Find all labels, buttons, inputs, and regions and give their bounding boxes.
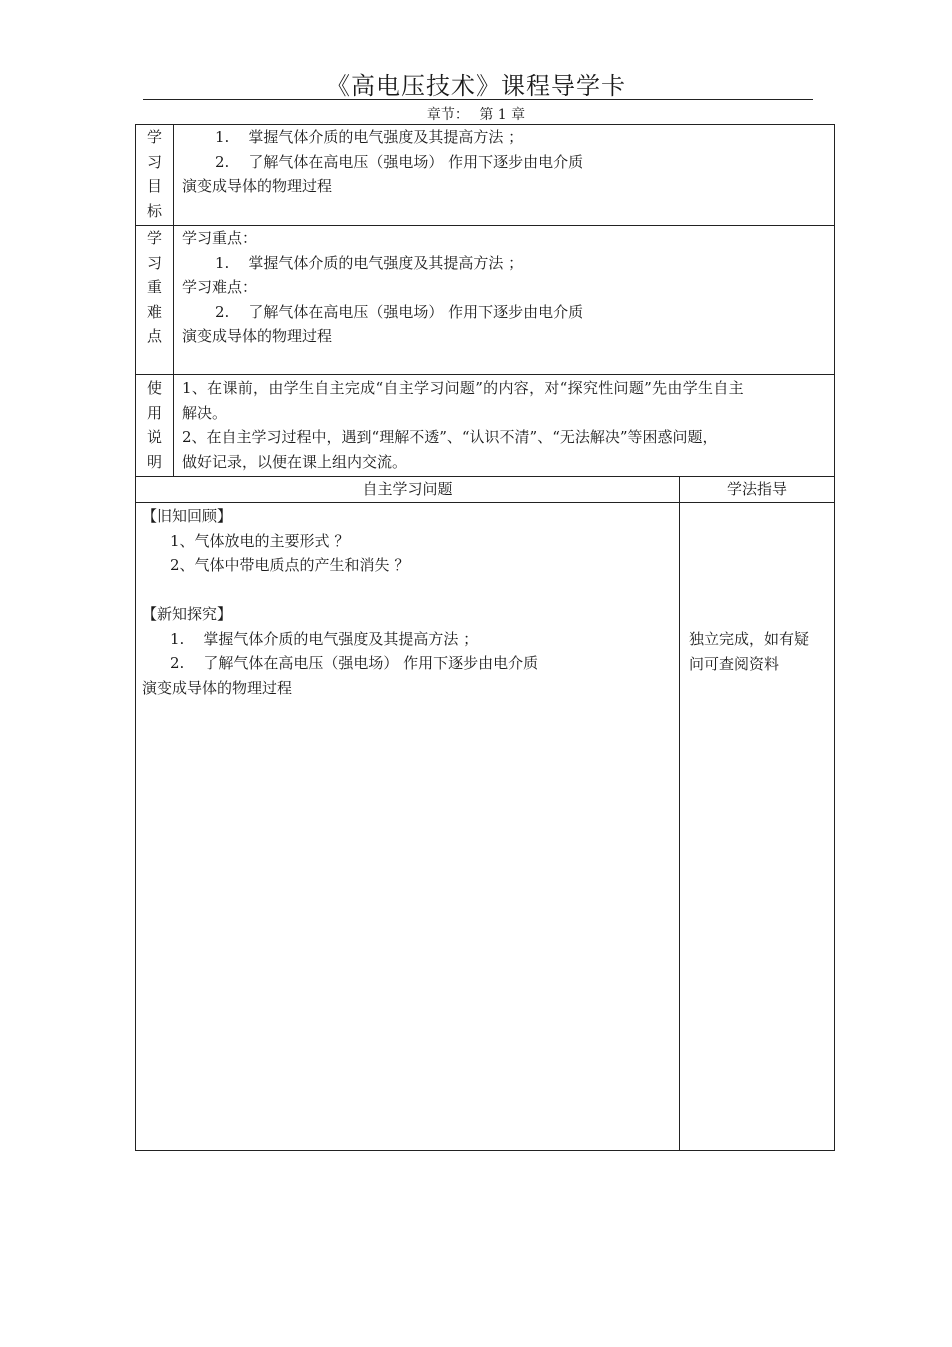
instruction-line: 解决。 — [182, 403, 228, 422]
new-knowledge-item: 1. 掌握气体介质的电气强度及其提高方法 ； — [170, 629, 479, 648]
review-question: 2、气体中带电质点的产生和消失 ？ — [170, 556, 410, 574]
focus-item: 1. 掌握气体介质的电气强度及其提高方法 ； — [215, 253, 524, 272]
objective-continuation: 演变成导体的物理过程 — [182, 177, 333, 195]
page-title: 《高电压技术》课程导学卡 — [326, 72, 626, 100]
review-heading: 【旧知回顾】 — [142, 507, 233, 525]
difficulty-continuation: 演变成导体的物理过程 — [182, 327, 333, 345]
guidance-line: 问可查阅资料 — [689, 654, 780, 673]
instruction-line: 2、在自主学习过程中，遇到“理解不透”、“认识不清”、“无法解决”等困惑问题， — [182, 428, 718, 446]
instruction-line: 做好记录，以便在课上组内交流。 — [182, 452, 408, 471]
chapter-line — [0, 104, 952, 124]
self-study-header: 自主学习问题 — [362, 480, 453, 498]
objectives-content — [182, 125, 583, 199]
guidance-column-divider — [679, 476, 680, 1150]
difficulty-item: 2. 了解气体在高电压（强电场） 作用下逐步由电介质 — [215, 302, 584, 321]
label-column-divider — [173, 125, 174, 476]
key-points-label: 学 习 重 难 点 — [146, 229, 162, 345]
difficulty-label: 学习难点： — [182, 278, 258, 296]
row-divider — [136, 374, 834, 375]
guidance-content — [689, 627, 809, 676]
row-divider — [136, 502, 834, 503]
chapter-value: 第 1 章 — [479, 107, 526, 123]
study-method-header: 学法指导 — [726, 480, 787, 498]
objective-item: 2. 了解气体在高电压（强电场） 作用下逐步由电介质 — [215, 152, 584, 171]
focus-label: 学习重点： — [182, 229, 258, 247]
self-study-content — [142, 504, 538, 700]
spacer — [142, 578, 538, 603]
new-knowledge-item: 2. 了解气体在高电压（强电场） 作用下逐步由电介质 — [170, 654, 539, 672]
guide-card-table — [135, 124, 835, 1151]
objective-item: 1. 掌握气体介质的电气强度及其提高方法 ； — [215, 128, 524, 146]
instructions-content — [182, 376, 832, 474]
instructions-label: 使 用 说 明 — [146, 379, 162, 471]
chapter-label: 章节： — [426, 107, 469, 123]
instruction-line: 1、在课前，由学生自主完成“自主学习问题”的内容，对“探究性问题”先由学生自主 — [182, 379, 744, 397]
review-question: 1、气体放电的主要形式 ？ — [170, 531, 350, 550]
new-knowledge-heading: 【新知探究】 — [142, 605, 233, 623]
objectives-label: 学 习 目 标 — [146, 128, 162, 220]
key-points-content — [182, 226, 583, 349]
title-underline — [143, 99, 813, 100]
new-knowledge-continuation: 演变成导体的物理过程 — [142, 678, 293, 697]
guidance-line: 独立完成，如有疑 — [689, 630, 810, 648]
